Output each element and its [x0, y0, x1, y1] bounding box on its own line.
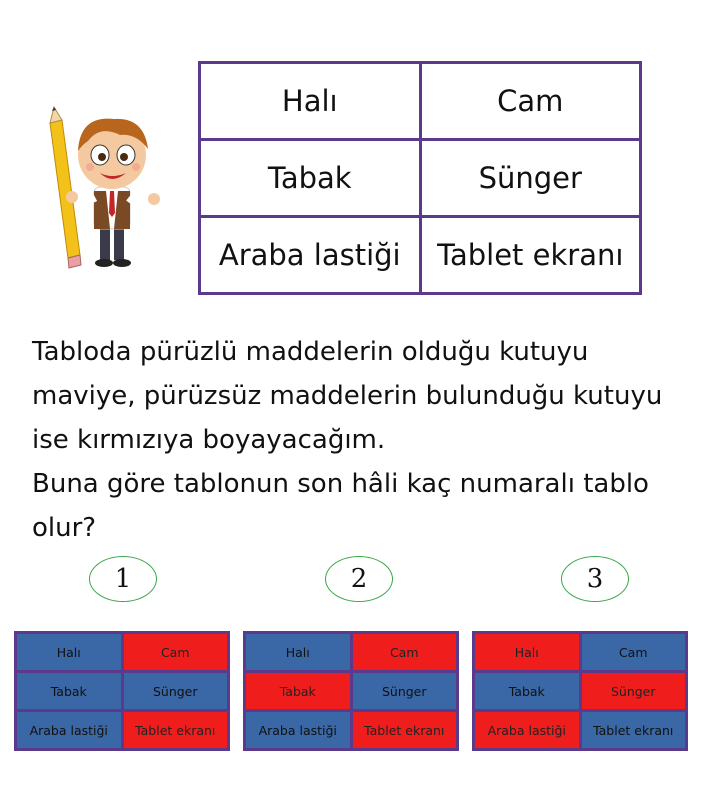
table-cell: Tablet ekranı — [420, 217, 641, 294]
option-cell: Araba lastiği — [474, 711, 581, 750]
table-cell: Tabak — [200, 140, 421, 217]
main-items-table — [198, 61, 642, 295]
option-cell: Tablet ekranı — [351, 711, 458, 750]
option-cell: Sünger — [351, 672, 458, 711]
table-row — [474, 633, 687, 672]
option-cell: Araba lastiği — [16, 711, 123, 750]
boy-with-pencil-illustration — [40, 105, 165, 275]
table-row — [200, 140, 641, 217]
question-line: Tabloda pürüzlü maddelerin olduğu kutuyu — [32, 337, 589, 367]
option-cell: Cam — [351, 633, 458, 672]
question-line: ise kırmızıya boyayacağım. — [32, 425, 386, 455]
option-cell: Halı — [245, 633, 352, 672]
table-cell: Cam — [420, 63, 641, 140]
table-row — [245, 633, 458, 672]
table-row — [245, 672, 458, 711]
option-cell: Sünger — [122, 672, 229, 711]
table-cell: Sünger — [420, 140, 641, 217]
table-row — [16, 672, 229, 711]
option-cell: Tabak — [474, 672, 581, 711]
option-2-table[interactable] — [243, 631, 459, 751]
question-text — [32, 330, 692, 550]
question-line: Buna göre tablonun son hâli kaç numaralı tablo — [32, 469, 649, 499]
table-row — [245, 711, 458, 750]
option-cell: Tabak — [245, 672, 352, 711]
option-cell: Tablet ekranı — [580, 711, 687, 750]
option-cell: Tabak — [16, 672, 123, 711]
table-row — [474, 672, 687, 711]
table-row — [200, 63, 641, 140]
question-line: maviye, pürüzsüz maddelerin bulunduğu kutuyu — [32, 381, 663, 411]
option-cell: Halı — [474, 633, 581, 672]
table-row — [474, 711, 687, 750]
option-3-table[interactable] — [472, 631, 688, 751]
option-3-label[interactable]: 3 — [561, 556, 629, 602]
question-line: olur? — [32, 513, 97, 543]
option-cell: Sünger — [580, 672, 687, 711]
table-row — [16, 633, 229, 672]
table-cell: Halı — [200, 63, 421, 140]
option-cell: Halı — [16, 633, 123, 672]
table-row — [16, 711, 229, 750]
option-2-label[interactable]: 2 — [325, 556, 393, 602]
pencil-icon — [50, 107, 81, 268]
option-1-label[interactable]: 1 — [89, 556, 157, 602]
table-row — [200, 217, 641, 294]
option-cell: Tablet ekranı — [122, 711, 229, 750]
option-1-table[interactable] — [14, 631, 230, 751]
option-cell: Araba lastiği — [245, 711, 352, 750]
option-cell: Cam — [580, 633, 687, 672]
table-cell: Araba lastiği — [200, 217, 421, 294]
option-cell: Cam — [122, 633, 229, 672]
